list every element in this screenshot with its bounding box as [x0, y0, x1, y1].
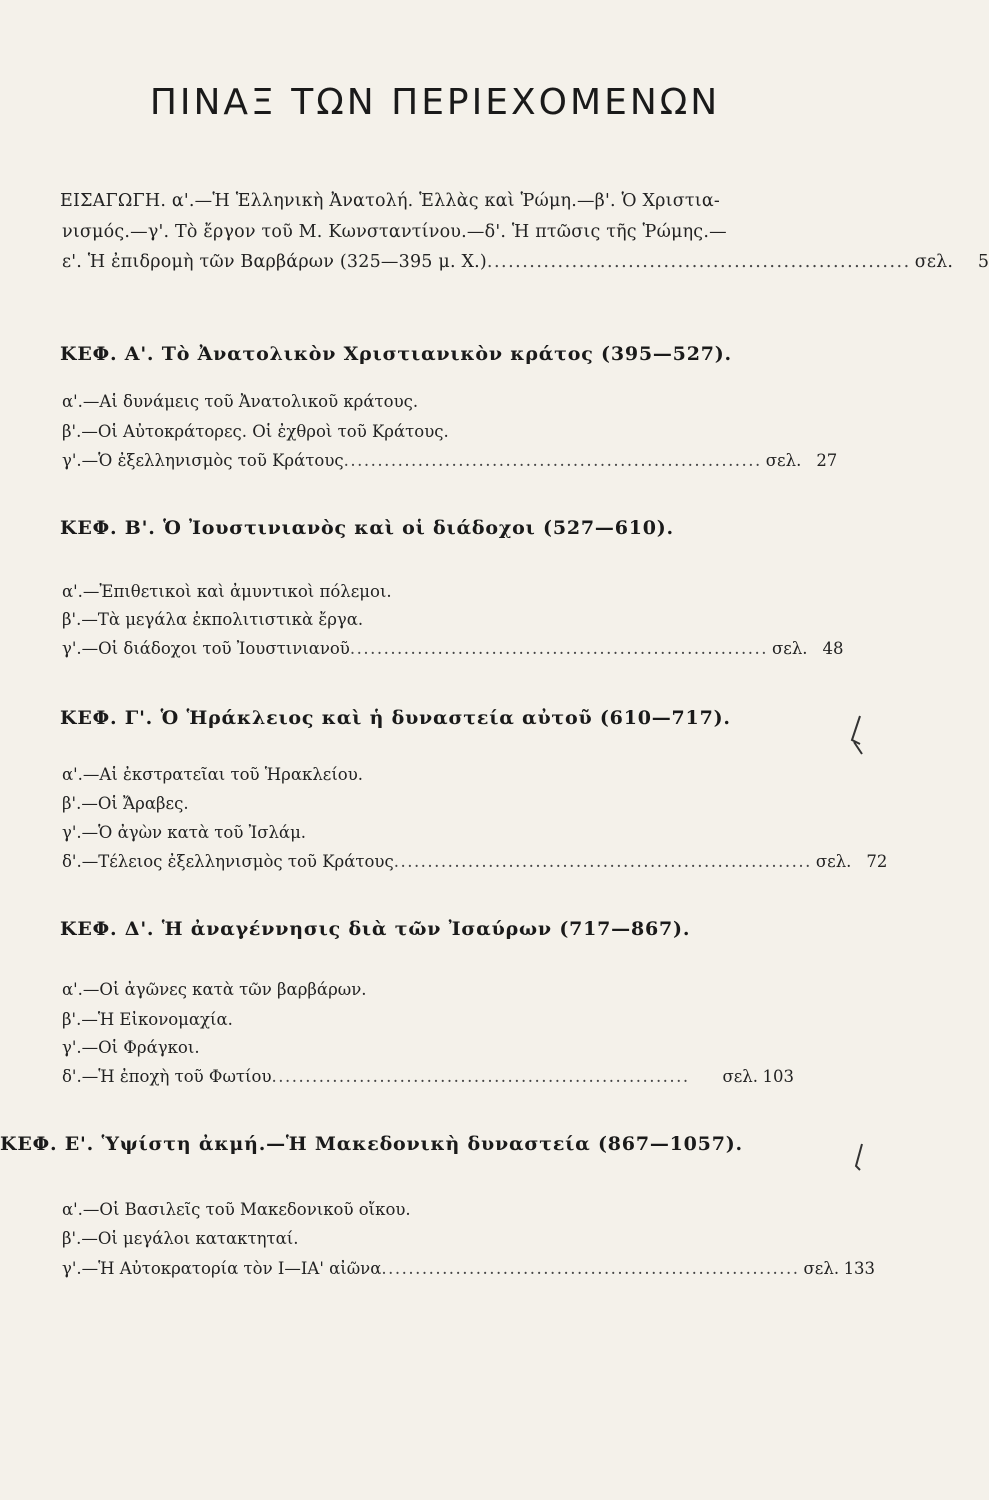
- page-reference: σελ. 133: [803, 1259, 876, 1278]
- page-reference: σελ. 72: [815, 852, 888, 871]
- dot-leader: ..............................................................: [271, 1067, 690, 1086]
- dot-leader: ..............................................................: [393, 852, 812, 871]
- chapter-item: α'.—Αἱ δυνάμεις τοῦ Ἀνατολικοῦ κράτους.: [62, 392, 419, 411]
- chapter-item: β'.—Οἱ Αὐτοκράτορες. Οἱ ἐχθροὶ τοῦ Κράτους.: [62, 422, 449, 441]
- chapter-item-with-page: γ'.—Οἱ διάδοχοι τοῦ Ἰουστινιανοῦ .............................................................. σελ. 48: [62, 639, 844, 658]
- margin-mark-icon: [850, 1140, 868, 1184]
- chapter-heading-e: ΚΕΦ. Ε'. Ὑψίστη ἀκμή.—Ἡ Μακεδονικὴ δυναστεία (867—1057).: [0, 1133, 743, 1155]
- page-reference: σελ. 48: [772, 639, 844, 658]
- chapter-item: α'.—Αἱ ἐκστρατεῖαι τοῦ Ἡρακλείου.: [62, 765, 364, 784]
- chapter-item-with-page: δ'.—Ἡ ἐποχὴ τοῦ Φωτίου .............................................................. σελ. 103: [62, 1067, 794, 1086]
- chapter-heading-c: ΚΕΦ. Γ'. Ὁ Ἡράκλειος καὶ ἡ δυναστεία αὐτοῦ (610—717).: [60, 707, 731, 729]
- dot-leader: ..............................................................: [381, 1259, 800, 1278]
- page-reference: σελ. 103: [722, 1067, 794, 1086]
- chapter-item: α'.—Οἱ Βασιλεῖς τοῦ Μακεδονικοῦ οἴκου.: [62, 1200, 411, 1219]
- margin-mark-icon: [846, 712, 868, 762]
- page-title: ΠΙΝΑΞ ΤΩΝ ΠΕΡΙΕΧΟΜΕΝΩΝ: [149, 82, 721, 123]
- chapter-item: α'.—Ἐπιθετικοὶ καὶ ἀμυντικοὶ πόλεμοι.: [62, 582, 392, 601]
- page-reference: σελ. 5: [914, 252, 989, 272]
- dot-leader: ..............................................................: [343, 451, 762, 470]
- chapter-item: β'.—Τὰ μεγάλα ἐκπολιτιστικὰ ἔργα.: [62, 610, 364, 629]
- page-reference: σελ. 27: [765, 451, 838, 470]
- chapter-heading-d: ΚΕΦ. Δ'. Ἡ ἀναγέννησις διὰ τῶν Ἰσαύρων (717—867).: [60, 918, 691, 940]
- chapter-heading-a: ΚΕΦ. Α'. Τὸ Ἀνατολικὸν Χριστιανικὸν κράτος (395—527).: [60, 343, 732, 365]
- chapter-item-with-page: γ'.—Ὁ ἐξελληνισμὸς τοῦ Κράτους .............................................................. σελ. 27: [62, 451, 838, 470]
- chapter-heading-b: ΚΕΦ. Β'. Ὁ Ἰουστινιανὸς καὶ οἱ διάδοχοι (527—610).: [60, 517, 674, 539]
- intro-line-with-page: ε'. Ἡ ἐπιδρομὴ τῶν Βαρβάρων (325—395 μ. Χ.) ............................................................ σελ. 5: [62, 247, 804, 278]
- chapter-item: γ'.—Οἱ Φράγκοι.: [62, 1038, 200, 1057]
- intro-line: νισμός.—γ'. Τὸ ἔργον τοῦ Μ. Κωνσταντίνου.—δ'. Ἡ πτῶσις τῆς Ῥώμης.—: [62, 221, 727, 242]
- chapter-item: α'.—Οἱ ἀγῶνες κατὰ τῶν βαρβάρων.: [62, 980, 367, 999]
- intro-line: ΕΙΣΑΓΩΓΗ. α'.—Ἡ Ἑλληνικὴ Ἀνατολή. Ἑλλὰς καὶ Ῥώμη.—β'. Ὁ Χριστια-: [60, 191, 720, 211]
- chapter-item: β'.—Οἱ Ἄραβες.: [62, 794, 189, 813]
- chapter-item: γ'.—Ὁ ἀγὼν κατὰ τοῦ Ἰσλάμ.: [62, 823, 307, 842]
- chapter-item-with-page: δ'.—Τέλειος ἐξελληνισμὸς τοῦ Κράτους .............................................................. σελ. 72: [62, 852, 888, 871]
- chapter-item: β'.—Ἡ Εἰκονομαχία.: [62, 1010, 233, 1029]
- chapter-item: β'.—Οἱ μεγάλοι κατακτηταί.: [62, 1229, 299, 1248]
- introduction-entry: [60, 186, 989, 278]
- dot-leader: ..............................................................: [349, 639, 769, 658]
- chapter-item-with-page: γ'.—Ἡ Αὐτοκρατορία τὸν Ι—ΙΑ' αἰῶνα .............................................................. σελ. 133: [62, 1259, 876, 1278]
- dot-leader: ............................................................: [486, 252, 911, 272]
